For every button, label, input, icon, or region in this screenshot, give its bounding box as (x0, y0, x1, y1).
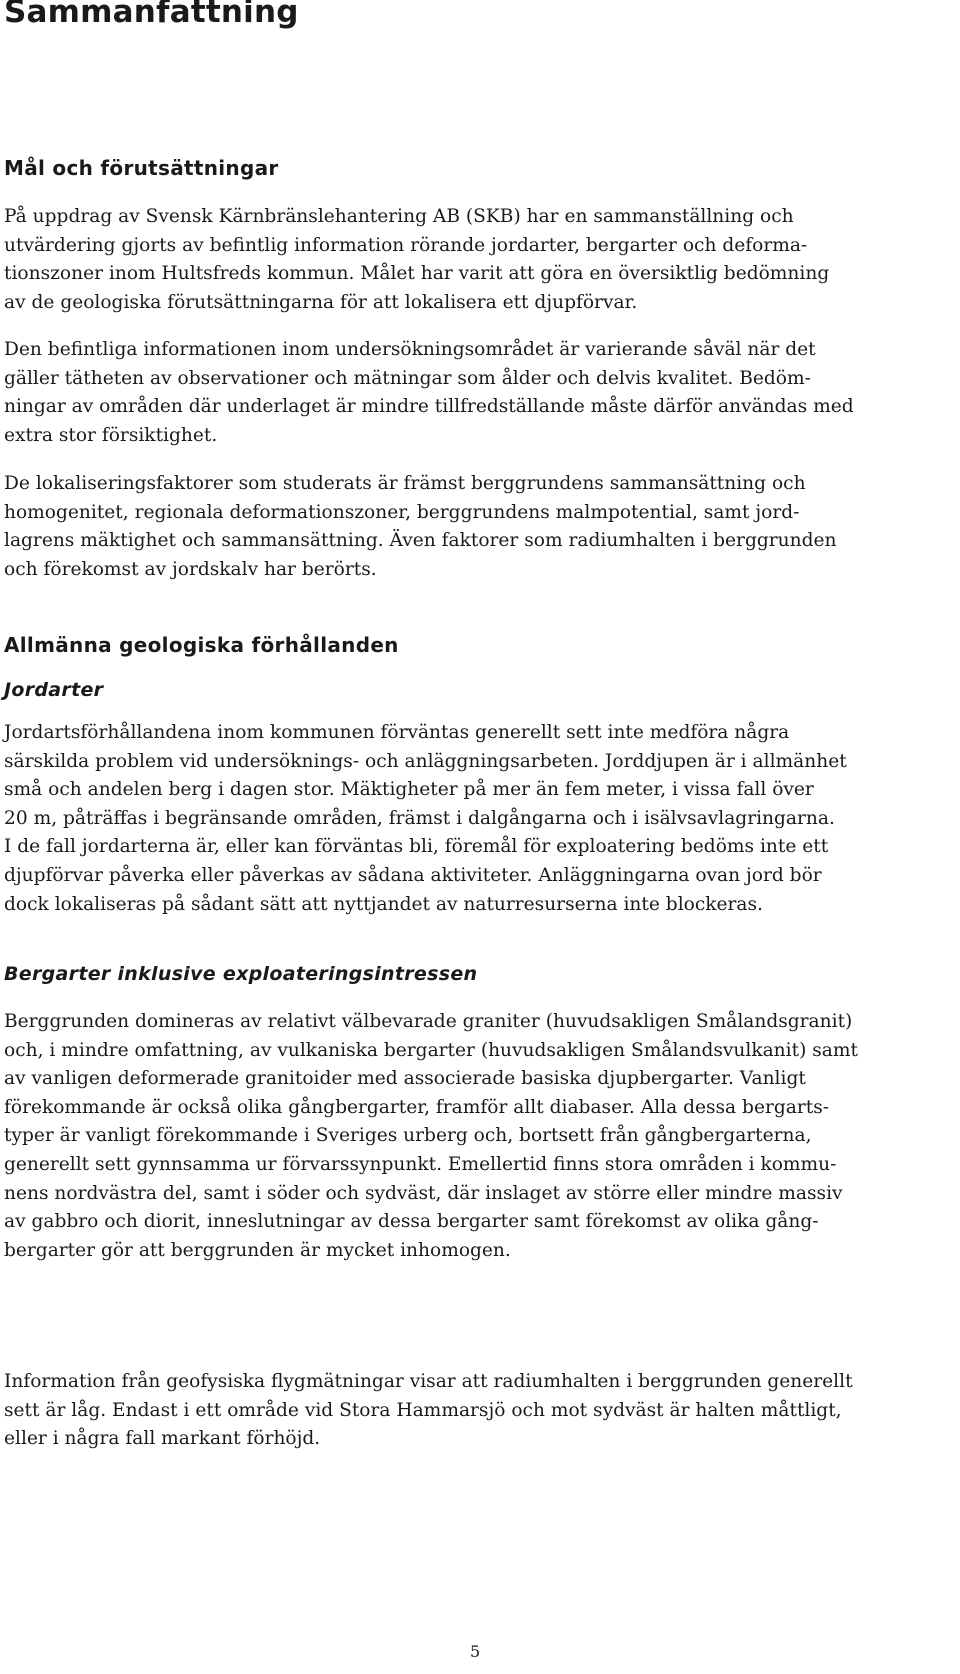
page-title: Sammanfattning (4, 0, 299, 30)
text-line: gäller tätheten av observationer och mätningar som ålder och delvis kvalitet. Bedöm- (4, 367, 811, 389)
text-line: Information från geofysiska flygmätningar visar att radiumhalten i berggrunden generellt (4, 1371, 853, 1392)
paragraph-bergarter-1 (4, 1008, 934, 1265)
paragraph-mal-3 (4, 470, 934, 584)
section-heading-allmanna: Allmänna geologiska förhållanden (4, 633, 399, 657)
text-line: sett är låg. Endast i ett område vid Stora Hammarsjö och mot sydväst är halten måttligt, (4, 1399, 842, 1421)
text-line: bergarter gör att berggrunden är mycket inhomogen. (4, 1239, 511, 1261)
subsection-heading-jordarter: Jordarter (4, 679, 104, 701)
text-line: djupförvar påverka eller påverkas av sådana aktiviteter. Anläggningarna ovan jord bör (4, 864, 822, 886)
text-line: På uppdrag av Svensk Kärnbränslehantering AB (SKB) har en sammanställning och (4, 206, 794, 227)
paragraph-mal-1 (4, 203, 934, 317)
text-line: homogenitet, regionala deformationszoner, berggrundens malmpotential, samt jord- (4, 501, 800, 523)
text-line: ningar av områden där underlaget är mindre tillfredställande måste därför användas med (4, 396, 854, 418)
text-line: små och andelen berg i dagen stor. Mäktigheter på mer än fem meter, i vissa fall över (4, 779, 814, 801)
text-line: särskilda problem vid undersöknings- och anläggningsarbeten. Jorddjupen är i allmänhet (4, 750, 847, 772)
text-line: av vanligen deformerade granitoider med associerade basiska djupbergarter. Vanligt (4, 1068, 806, 1090)
text-line: av de geologiska förutsättningarna för att lokalisera ett djupförvar. (4, 291, 638, 313)
text-line: eller i några fall markant förhöjd. (4, 1428, 321, 1450)
text-line: lagrens mäktighet och sammansättning. Även faktorer som radiumhalten i berggrunden (4, 530, 837, 552)
section-heading-mal: Mål och förutsättningar (4, 156, 279, 180)
paragraph-mal-2 (4, 336, 934, 450)
paragraph-jordarter (4, 719, 934, 919)
text-line: utvärdering gjorts av befintlig information rörande jordarter, bergarter och deforma- (4, 234, 808, 256)
text-line: förekommande är också olika gångbergarter, framför allt diabaser. Alla dessa bergarts- (4, 1096, 830, 1118)
text-line: nens nordvästra del, samt i söder och sydväst, där inslaget av större eller mindre massiv (4, 1182, 843, 1204)
text-line: typer är vanligt förekommande i Sveriges urberg och, bortsett från gångbergarterna, (4, 1125, 812, 1147)
text-line: och förekomst av jordskalv har berörts. (4, 558, 377, 580)
page-number: 5 (470, 1642, 481, 1661)
text-line: generellt sett gynnsamma ur förvarssynpunkt. Emellertid finns stora områden i kommu- (4, 1153, 837, 1175)
text-line: Den befintliga informationen inom undersökningsområdet är varierande såväl när det (4, 339, 816, 360)
subsection-heading-bergarter: Bergarter inklusive exploateringsintressen (4, 963, 478, 985)
text-line: av gabbro och diorit, inneslutningar av dessa bergarter samt förekomst av olika gång- (4, 1211, 819, 1233)
text-line: 20 m, påträffas i begränsande områden, främst i dalgångarna och i isälvsavlagringarna. (4, 807, 835, 829)
text-line: tionszoner inom Hultsfreds kommun. Målet har varit att göra en översiktlig bedömning (4, 263, 830, 285)
text-line: I de fall jordarterna är, eller kan förväntas bli, föremål för exploatering bedöms inte ett (4, 836, 829, 858)
text-line: De lokaliseringsfaktorer som studerats är främst berggrundens sammansättning och (4, 473, 806, 494)
text-line: Berggrunden domineras av relativt välbevarade graniter (huvudsakligen Smålandsgranit) (4, 1011, 853, 1032)
text-line: och, i mindre omfattning, av vulkaniska bergarter (huvudsakligen Smålandsvulkanit) samt (4, 1039, 858, 1061)
paragraph-bergarter-2 (4, 1368, 934, 1454)
text-line: extra stor försiktighet. (4, 424, 218, 446)
text-line: dock lokaliseras på sådant sätt att nyttjandet av naturresurserna inte blockeras. (4, 893, 763, 915)
text-line: Jordartsförhållandena inom kommunen förväntas generellt sett inte medföra några (4, 722, 790, 743)
